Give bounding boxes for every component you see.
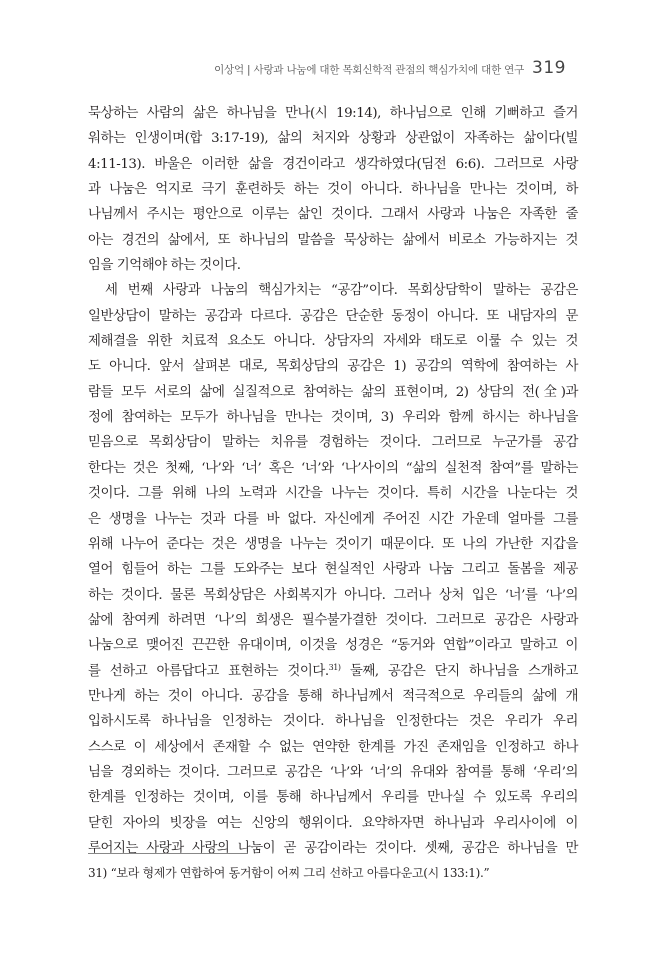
text-line: 아는 경건의 삶에서, 또 하나님의 말씀을 묵상하는 삶에서 비로소 가능하지는 것	[88, 232, 578, 248]
text-line: 입하시도록 하나님을 인정하는 것이다. 하나님을 인정한다는 것은 우리가 우리	[88, 714, 578, 730]
text-line: 나눔으로 맺어진 끈끈한 유대이며, 이것을 성경은 “동거와 연합”이라고 말하고 이	[88, 638, 578, 654]
text-line: 정에 참여하는 모두가 하나님을 만나는 것이며, 3) 우리와 함께 하시는 하나님을	[88, 410, 578, 426]
text-line: 위해 나누어 준다는 것은 생명을 나누는 것이기 때문이다. 또 나의 가난한 지갑을	[88, 536, 578, 552]
text-line: 일반상담이 말하는 공감과 다르다. 공감은 단순한 동정이 아니다. 또 내담자의 문	[88, 308, 578, 324]
text-line: 워하는 인생이며(합 3:17-19), 삶의 처지와 상황과 상관없이 자족하는 삶이다(빌	[88, 131, 578, 147]
text-line: 스스로 이 세상에서 존재할 수 없는 연약한 한계를 가진 존재임을 인정하고 하나	[88, 739, 578, 755]
text-line: 은 생명을 나누는 것과 다를 바 없다. 자신에게 주어진 시간 가운데 얼마를 그를	[88, 511, 578, 527]
footnote: 31) “보라 형제가 연합하여 동거함이 어찌 그리 선하고 아름다운고(시 133:1).”	[88, 866, 490, 880]
text-line: 삶에 참여케 하려면 ‘나’의 희생은 필수불가결한 것이다. 그러므로 공감은 사랑과	[88, 612, 578, 628]
text-line: 한계를 인정하는 것이며, 이를 통해 하나님께서 우리를 만나실 수 있도록 우리의	[88, 790, 578, 806]
text-line: 것이다. 그를 위해 나의 노력과 시간을 나누는 것이다. 특히 시간을 나눈다는 것	[88, 486, 578, 502]
text-line: 람들 모두 서로의 삶에 실질적으로 참여하는 삶의 표현이며, 2) 상담의 전(全)과	[88, 384, 578, 400]
text-line: 세 번째 사랑과 나눔의 핵심가치는 “공감”이다. 목회상담학이 말하는 공감은	[105, 283, 578, 299]
footnote-divider	[88, 853, 248, 854]
line-text: 둘째, 공감은 단지 하나님을 스개하고	[340, 663, 579, 679]
text-line: 만나게 하는 것이 아니다. 공감을 통해 하나님께서 적극적으로 우리들의 삶에 개	[88, 688, 578, 704]
text-line-with-footnote	[88, 659, 578, 684]
line-text: 를 선하고 아름답다고 표현하는 것이다.	[88, 663, 329, 679]
text-line: 도 아니다. 앞서 살펴본 대로, 목회상담의 공감은 1) 공감의 역학에 참여하는 사	[88, 359, 578, 375]
text-line: 믿음으로 목회상담이 말하는 치유를 경험하는 것이다. 그러므로 누군가를 공감	[88, 435, 578, 451]
text-line: 하는 것이다. 물론 목회상담은 사회복지가 아니다. 그러나 상처 입은 ‘너’를 ‘나’의	[88, 587, 578, 603]
text-line: 4:11-13). 바울은 이러한 삶을 경건이라고 생각하였다(딤전 6:6). 그러므로 사랑	[88, 156, 578, 172]
text-line: 과 나눔은 억지로 극기 훈련하듯 하는 것이 아니다. 하나님을 만나는 것이며, 하	[88, 182, 578, 198]
text-line: 열어 힘들어 하는 그를 도와주는 보다 현실적인 사랑과 나눔 그리고 돌봄을 제공	[88, 562, 578, 578]
text-line: 임을 기억해야 하는 것이다.	[88, 258, 241, 274]
text-line: 제해결을 위한 치료적 요소도 아니다. 상담자의 자세와 태도로 이룰 수 있는 것	[88, 334, 578, 350]
text-line: 나님께서 주시는 평안으로 이루는 삶인 것이다. 그래서 사랑과 나눔은 자족한 줄	[88, 207, 578, 223]
text-line: 님을 경외하는 것이다. 그러므로 공감은 ‘나’와 ‘너’의 유대와 참여를 통해 ‘우리’의	[88, 764, 578, 780]
running-head-title: 이상억 | 사랑과 나눔에 대한 목회신학적 관점의 핵심가치에 대한 연구	[214, 64, 525, 76]
running-head	[214, 58, 566, 78]
footnote-reference[interactable]: 31)	[328, 662, 341, 672]
text-line: 한다는 것은 첫째, ‘나’와 ‘너’ 혹은 ‘너’와 ‘나’사이의 “삶의 실천적 참여”를 말하는	[88, 460, 578, 476]
page-number: 319	[532, 58, 566, 78]
paragraph-1	[88, 101, 578, 278]
text-line: 루어지는 사랑과 사랑의 나눔이 곧 공감이라는 것이다. 셋째, 공감은 하나님을 만	[88, 840, 578, 856]
text-line: 닫힌 자아의 빗장을 여는 신앙의 행위이다. 요약하자면 하나님과 우리사이에 이	[88, 815, 578, 831]
paragraph-2	[88, 278, 578, 861]
text-line: 묵상하는 사람의 삶은 하나님을 만나(시 19:14), 하나님으로 인해 기뻐하고 즐거	[88, 106, 578, 121]
body-text	[88, 101, 578, 861]
